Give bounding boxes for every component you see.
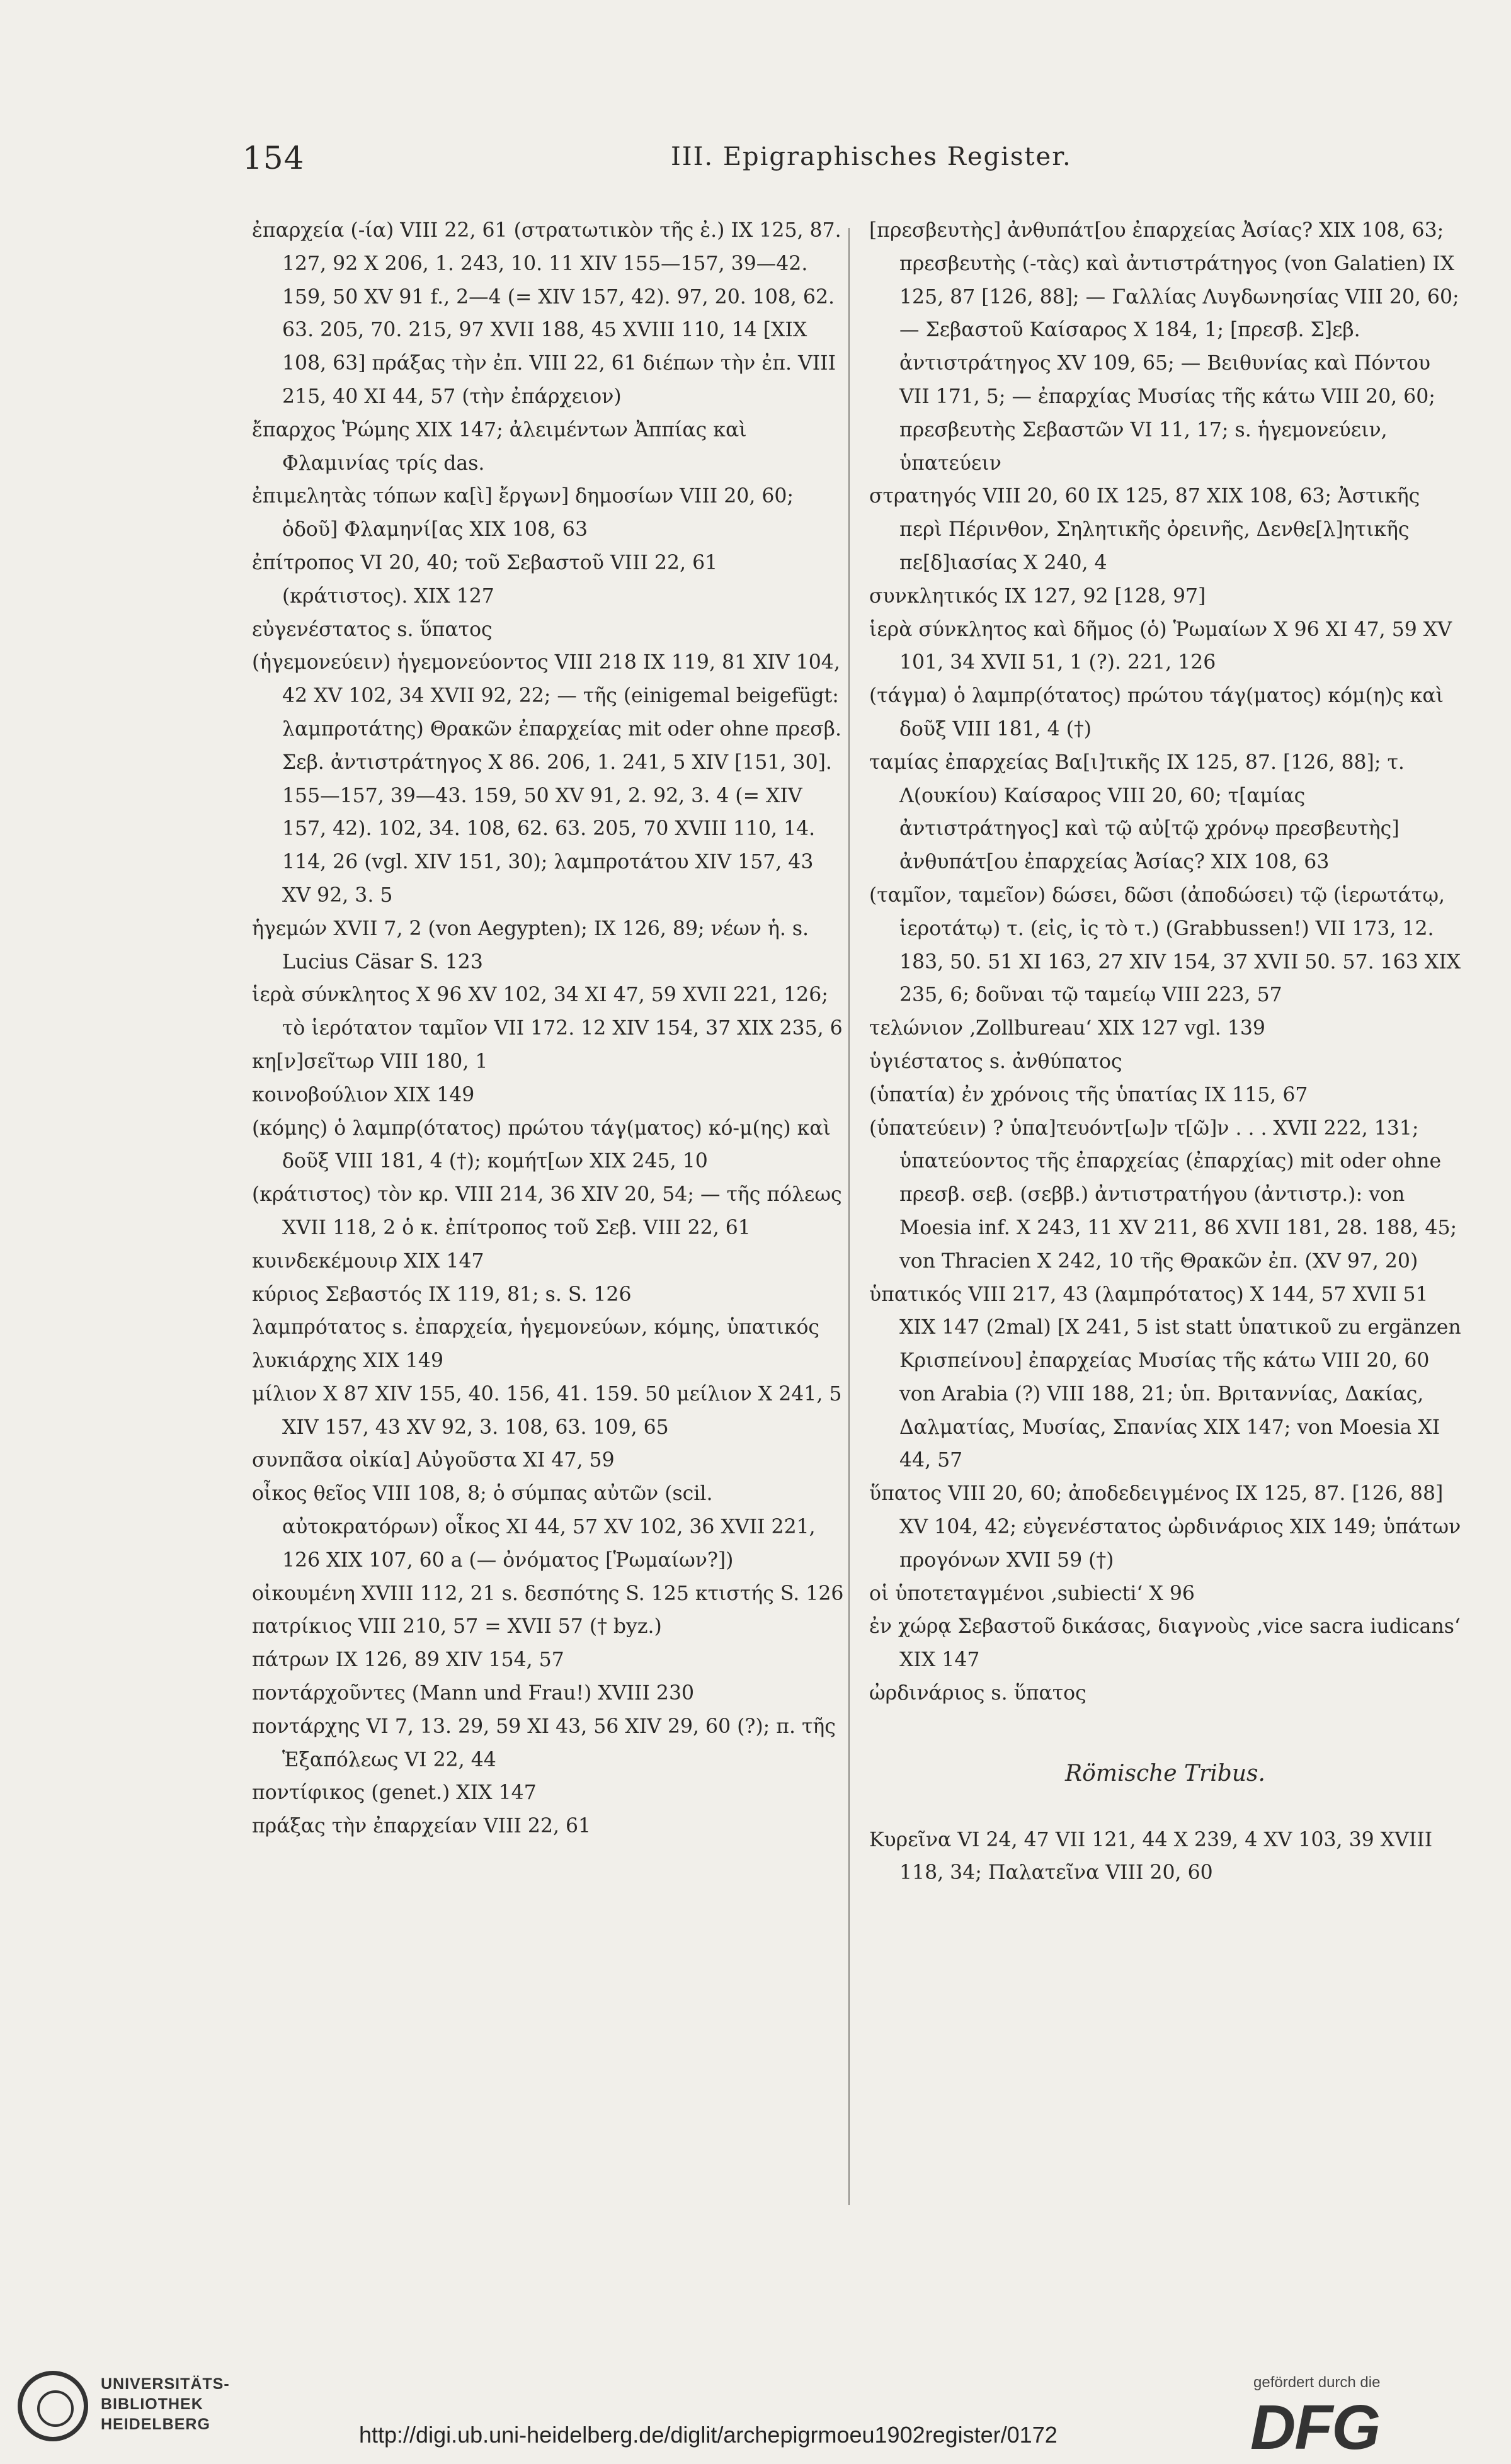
page-footer [0,2273,1511,2463]
index-entry: πράξας τὴν ἐπαρχείαν VIII 22, 61 [252,1815,591,1838]
index-entry: ἐπίτροπος VI 20, 40; τοῦ Σεβαστοῦ VIII 22, 61 (κράτιστος). XIX 127 [252,551,718,608]
index-entry: κύριος Σεβαστός IX 119, 81; s. S. 126 [252,1283,632,1306]
index-entry: πατρίκιος VIII 210, 57 = XVII 57 († byz.) [252,1615,662,1638]
index-entry: λαμπρότατος s. ἐπαρχεία, ἡγεμονεύων, κόμης, ὑπατικός [252,1316,820,1339]
index-entry: πάτρων IX 126, 89 XIV 154, 57 [252,1649,564,1672]
index-entry: ὠρδινάριος s. ὕπατος [869,1682,1086,1705]
index-entry: Κυρεῖνα VI 24, 47 VII 121, 44 X 239, 4 XV 103, 39 XVIII 118, 34; Παλατεῖνα VIII 20, 60 [869,1828,1433,1885]
index-entry: λυκιάρχης XIX 149 [252,1349,443,1373]
index-entry: ἱερὰ σύνκλητος καὶ δῆμος (ὁ) Ῥωμαίων X 96 XI 47, 59 XV 101, 34 XVII 51, 1 (?). 221, 126 [869,618,1452,674]
index-entry: κη[ν]σεῖτωρ VIII 180, 1 [252,1050,488,1073]
index-entry: [πρεσβευτὴς] ἀνθυπάτ[ου ἐπαρχείας Ἀσίας? XIX 108, 63; πρεσβευτὴς (-τὰς) καὶ ἀντιστράτηγος (von Galatien) IX 125, 87 [126, 88]; — Γαλλίας Λυγδωνησίας VIII 20, 60; — Σεβαστοῦ Καίσαρος X 184, 1; [πρεσβ. Σ]εβ. ἀντιστράτηγος XV 109, 65; — Βειθυνίας καὶ Πόντου VII 171, 5; — ἐπαρχίας Μυσίας τῆς κάτω VIII 20, 60; πρεσβευτὴς Σεβαστῶν VI 11, 17; s. ἡγεμονεύειν, ὑπατεύειν [869,219,1459,475]
library-line-3: HEIDELBERG [101,2416,210,2433]
index-entry: ἐν χώρᾳ Σεβαστοῦ δικάσας, διαγνοὺς ‚vice sacra iudicans‘ XIX 147 [869,1615,1461,1672]
column-divider [848,228,850,2205]
running-title: III. Epigraphisches Register. [671,142,1072,171]
index-entry: ἐπιμελητὰς τόπων κα[ὶ] ἔργων] δημοσίων VIII 20, 60; ὁδοῦ] Φλαμηνί[ας XIX 108, 63 [252,485,794,542]
index-entry: ἔπαρχος Ῥώμης XIX 147; ἀλειμέντων Ἀππίας καὶ Φλαμινίας τρίς das. [252,418,747,475]
index-entry: (ὑπατεύειν) ? ὑπα]τευόντ[ω]ν τ[ῶ]ν . . . XVII 222, 131; ὑπατεύοντος τῆς ἐπαρχείας (ἐπαρχίας) mit oder ohne πρεσβ. σεβ. (σεββ.) ἀντιστρατήγου (ἀντιστρ.): von Moesia inf. X 243, 11 XV 211, 86 XVII 181, 28. 188, 45; von Thracien X 242, 10 τῆς Θρακῶν ἐπ. (XV 97, 20) [869,1116,1457,1273]
index-entry: κοινοβούλιον XIX 149 [252,1083,475,1106]
index-entry: ἐπαρχεία (-ία) VIII 22, 61 (στρατωτικὸν τῆς ἐ.) IX 125, 87. 127, 92 X 206, 1. 243, 10. 11 XIV 155—157, 39—42. 159, 50 XV 91 f., 2—4 (= XIV 157, 42). 97, 20. 108, 62. 63. 205, 70. 215, 97 XVII 188, 45 XVIII 110, 14 [XIX 108, 63] πράξας τὴν ἐπ. VIII 22, 61 διέπων τὴν ἐπ. VIII 215, 40 XI 44, 57 (τὴν ἐπάρχειον) [252,219,841,408]
index-entry: συνπᾶσα οἰκία] Αὐγοῦστα XI 47, 59 [252,1449,615,1472]
university-seal-icon [18,2371,88,2441]
dfg-logo: DFG [1250,2392,1380,2463]
right-column [869,214,1461,1890]
index-entry: (ἡγεμονεύειν) ἡγεμονεύοντος VIII 218 IX 119, 81 XIV 104, 42 XV 102, 34 XVII 92, 22; — τῆς (einigemal beigefügt: λαμπροτάτης) Θρακῶν ἐπαρχείας mit oder ohne πρεσβ. Σεβ. ἀντιστράτηγος X 86. 206, 1. 241, 5 XIV [151, 30]. 155—157, 39—43. 159, 50 XV 91, 2. 92, 3. 4 (= XIV 157, 42). 102, 34. 108, 62. 63. 205, 70 XVIII 110, 14. 114, 26 (vgl. XIV 151, 30); λαμπροτάτου XIV 157, 43 XV 92, 3. 5 [252,651,841,907]
index-entry: εὐγενέστατος s. ὕπατος [252,618,493,641]
index-entry: (ὑπατία) ἐν χρόνοις τῆς ὑπατίας IX 115, 67 [869,1083,1308,1106]
index-entry: ὑγιέστατος s. ἀνθύπατος [869,1050,1122,1073]
index-entry: ὑπατικός VIII 217, 43 (λαμπρότατος) X 144, 57 XVII 51 XIX 147 (2mal) [X 241, 5 ist statt ὑπατικοῦ zu ergänzen Κρισπείνου] ἐπαρχείας Μυσίας τῆς κάτω VIII 20, 60 von Arabia (?) VIII 188, 21; ὑπ. Βριταννίας, Δακίας, Δαλματίας, Μυσίας, Σπανίας XIX 147; von Moesia XI 44, 57 [869,1283,1461,1472]
section-heading-roman-tribus: Römische Tribus. [1065,1760,1265,1786]
index-entry: (τάγμα) ὁ λαμπρ(ότατος) πρώτου τάγ(ματος) κόμ(η)ς καὶ δοῦξ VIII 181, 4 (†) [869,684,1444,741]
index-entry: (ταμῖον, ταμεῖον) δώσει, δῶσι (ἀποδώσει) τῷ (ἱερωτάτῳ, ἱεροτάτῳ) τ. (εἰς, ἰς τὸ τ.) (Grabbussen!) VII 173, 12. 183, 50. 51 XI 163, 27 XIV 154, 37 XVII 50. 57. 163 XIX 235, 6; δοῦναι τῷ ταμείῳ VIII 223, 57 [869,883,1461,1007]
index-entry: στρατηγός VIII 20, 60 IX 125, 87 XIX 108, 63; Ἀστικῆς περὶ Πέρινθον, Σηλητικῆς ὀρεινῆς, Δενθε[λ]ητικῆς πε[δ]ιασίας X 240, 4 [869,485,1420,574]
funded-by-label: gefördert durch die [1253,2374,1381,2391]
index-entry: μίλιον X 87 XIV 155, 40. 156, 41. 159. 50 μείλιον X 241, 5 XIV 157, 43 XV 92, 3. 108, 63. 109, 65 [252,1382,842,1439]
index-entry: οἶκος θεῖος VIII 108, 8; ὁ σύμπας αὐτῶν (scil. αὐτοκρατόρων) οἶκος XI 44, 57 XV 102, 36 XVII 221, 126 XIX 107, 60 a (— ὀνόματος [Ῥωμαίων?]) [252,1482,816,1572]
index-entry: ὕπατος VIII 20, 60; ἀποδεδειγμένος IX 125, 87. [126, 88] XV 104, 42; εὐγενέστατος ὠρδινάριος XIX 149; ὑπάτων προγόνων XVII 59 (†) [869,1482,1461,1572]
tribus-entries [869,1824,1461,1890]
page-header [242,140,1461,184]
index-entry: ποντίφικος (genet.) XIX 147 [252,1781,537,1805]
index-entry: τελώνιον ‚Zollbureau‘ XIX 127 vgl. 139 [869,1017,1265,1040]
page-number: 154 [242,140,305,176]
source-url-link[interactable]: http://digi.ub.uni-heidelberg.de/diglit/archepigrmoeu1902register/0172 [359,2422,1058,2448]
index-entry: ταμίας ἐπαρχείας Βα[ι]τικῆς IX 125, 87. [126, 88]; τ. Λ(ουκίου) Καίσαρος VIII 20, 60; τ[αμίας ἀντιστράτηγος] καὶ τῷ αὐ[τῷ χρόνῳ πρεσβευτὴς] ἀνθυπάτ[ου ἐπαρχείας Ἀσίας? XIX 108, 63 [869,751,1405,874]
library-name [101,2374,230,2434]
index-entry: οἱ ὑποτεταγμένοι ‚subiecti‘ X 96 [869,1582,1195,1605]
library-line-2: BIBLIOTHEK [101,2395,203,2413]
index-entry: συνκλητικός IX 127, 92 [128, 97] [869,584,1206,608]
left-column [252,214,844,1843]
index-entry: κυινδεκέμουιρ XIX 147 [252,1249,484,1273]
right-entries [869,214,1461,1710]
index-entry: (κόμης) ὁ λαμπρ(ότατος) πρώτου τάγ(ματος) κό-μ(ης) καὶ δοῦξ VIII 181, 4 (†); κομήτ[ων XIX 245, 10 [252,1116,831,1173]
index-entry: ποντάρχοῦντες (Mann und Frau!) XVIII 230 [252,1682,695,1705]
library-line-1: UNIVERSITÄTS- [101,2375,230,2393]
index-entry: (κράτιστος) τὸν κρ. VIII 214, 36 XIV 20, 54; — τῆς πόλεως XVII 118, 2 ὁ κ. ἐπίτροπος τοῦ Σεβ. VIII 22, 61 [252,1183,842,1239]
index-entry: ἱερὰ σύνκλητος X 96 XV 102, 34 XI 47, 59 XVII 221, 126; τὸ ἱερότατον ταμῖον VII 172. 12 XIV 154, 37 XIX 235, 6 [252,984,843,1040]
index-entry: οἰκουμένη XVIII 112, 21 s. δεσπότης S. 125 κτιστής S. 126 [252,1582,844,1605]
index-entry: ἡγεμών XVII 7, 2 (von Aegypten); IX 126, 89; νέων ἡ. s. Lucius Cäsar S. 123 [252,917,809,974]
index-entry: ποντάρχης VI 7, 13. 29, 59 XI 43, 56 XIV 29, 60 (?); π. τῆς Ἑξαπόλεως VI 22, 44 [252,1715,836,1771]
